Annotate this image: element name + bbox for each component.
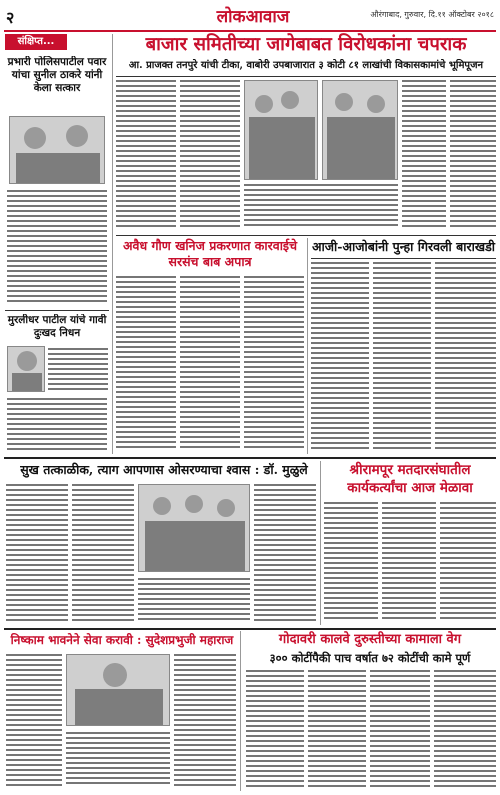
shrirampur-body-col3	[440, 502, 496, 624]
comfort-photo	[138, 484, 250, 572]
comfort-headline: सुख तत्काळीक, त्याग आपणास ओसरण्याचा श्वास : डॉ. मुळुले	[20, 462, 308, 477]
godavari-headline: गोदावरी कालवे दुरुस्तीच्या कामाला वेग	[278, 632, 462, 647]
lead-body-col1	[116, 80, 176, 232]
sidebar-story1-photo	[9, 116, 105, 184]
paper-name: लोकआवाज	[216, 7, 290, 27]
mining-body-col1	[116, 276, 176, 454]
godavari-body-col3	[370, 670, 430, 790]
lead-body-col4	[450, 80, 496, 232]
godavari-body-col1	[246, 670, 304, 790]
mining-body-col2	[180, 276, 240, 454]
sidebar-story2-body-a	[48, 348, 108, 394]
shrirampur-body-col1	[324, 502, 378, 624]
nishkam-headline: निष्काम भावनेने सेवा करावी : सुदेशप्रभुजी महाराज	[10, 633, 234, 647]
dateline: औरंगाबाद, गुरुवार, दि.११ ऑक्टोबर २०१८	[370, 10, 494, 19]
nishkam-photo	[66, 654, 170, 726]
mining-body-col3	[244, 276, 304, 454]
comfort-body-col2	[72, 484, 134, 624]
grandparents-body-col3	[435, 262, 496, 454]
lead-headline: बाजार समितीच्या जागेबाबत विरोधकांना चपराक	[145, 34, 467, 55]
shrirampur-headline: श्रीरामपूर मतदारसंघातील कार्यकर्त्यांचा आज मेळावा	[347, 462, 473, 496]
nishkam-body-col3	[174, 654, 236, 790]
lead-subhead: आ. प्राजक्त तनपुरे यांची टीका, वाबोरी उपबाजारात ३ कोटी ८१ लाखांची विकासकामांचे भूमिपूजन	[128, 60, 484, 71]
masthead-rule	[4, 30, 496, 32]
page-number: २	[6, 8, 15, 27]
lead-body-col3	[402, 80, 446, 232]
grandparents-headline: आजी-आजोबांनी पुन्हा गिरवली बाराखडी	[311, 239, 495, 254]
nishkam-body-col1	[6, 654, 62, 790]
lead-body-col2	[180, 80, 240, 232]
sidebar-story1-body	[7, 190, 107, 306]
nishkam-body-under-photo	[66, 732, 170, 790]
sidebar-story1-headline: प्रभारी पोलिसपाटील पवार यांचा सुनील ठाकरे यांनी केला सत्कार	[7, 56, 107, 94]
shrirampur-body-col2	[382, 502, 436, 624]
comfort-body-col1	[6, 484, 68, 624]
section-label: संक्षिप्त...	[5, 34, 67, 50]
mining-headline: अवैध गौण खनिज प्रकरणात कारवाईचे सरसंच बाब अपात्र	[122, 238, 298, 269]
sidebar-story2-photo	[7, 346, 45, 392]
sidebar-story2-headline: मुरलीधर पाटील यांचे गावी दुःखद निधन	[7, 314, 107, 339]
grandparents-body-col2	[373, 262, 431, 454]
godavari-subhead: ३०० कोटींपैकी पाच वर्षात ७२ कोटींची कामे पूर्ण	[269, 651, 471, 665]
lead-body-under-photos	[244, 184, 398, 232]
godavari-body-col2	[308, 670, 366, 790]
grandparents-body-col1	[311, 262, 369, 454]
godavari-body-col4	[434, 670, 496, 790]
comfort-body-col3	[254, 484, 316, 624]
comfort-body-under-photo	[138, 578, 250, 624]
sidebar-story2-body-b	[7, 398, 107, 454]
lead-photo-left	[244, 80, 318, 180]
lead-photo-right	[322, 80, 398, 180]
